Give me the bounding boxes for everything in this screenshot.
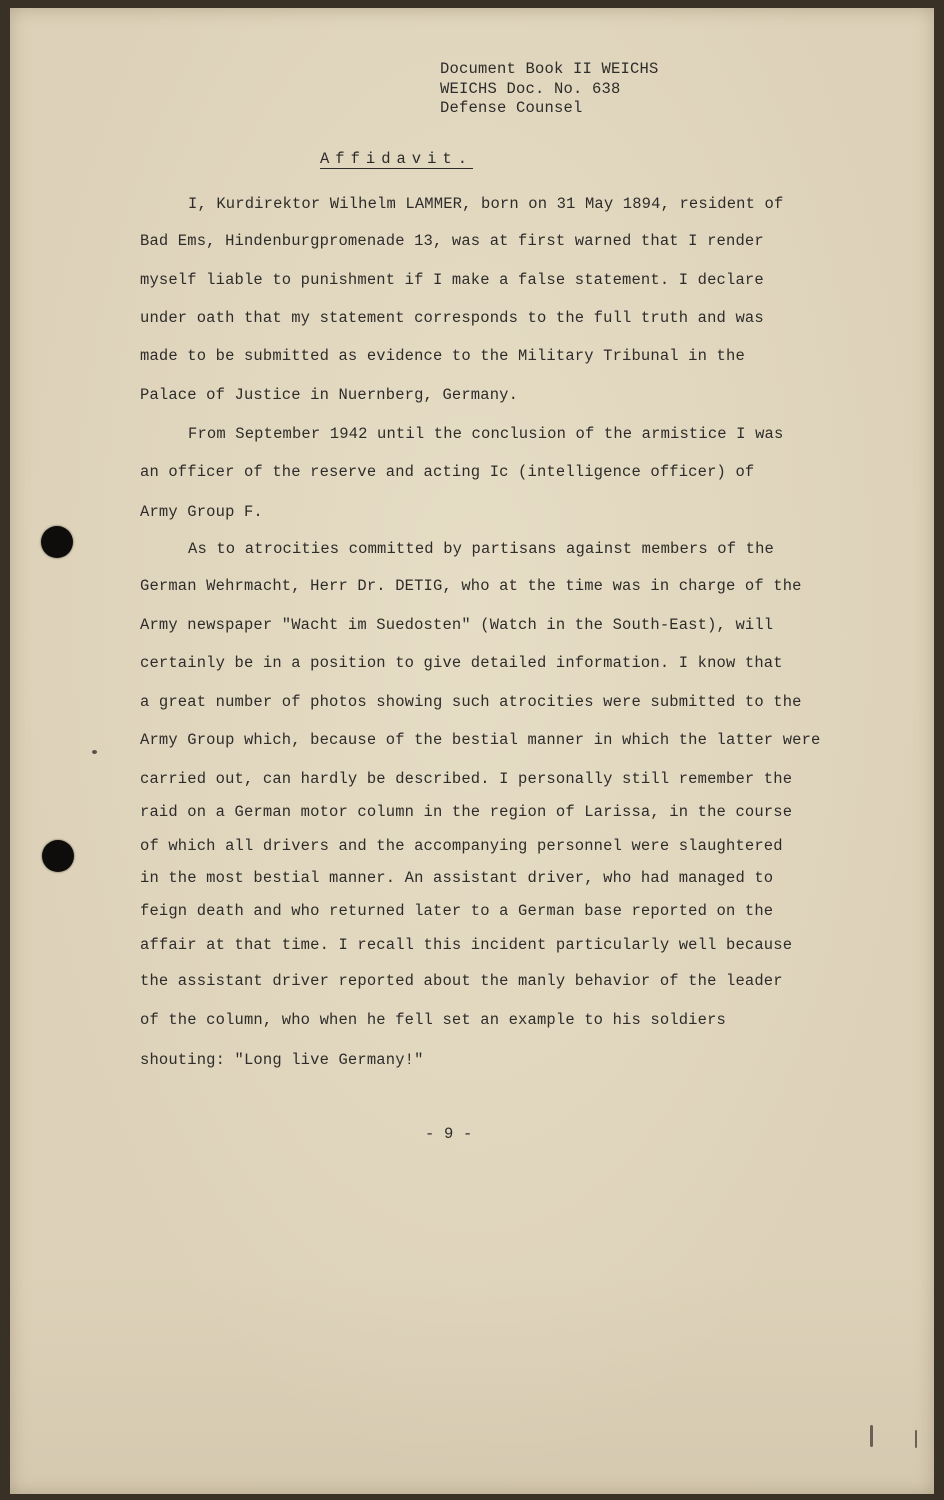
body-line: Army newspaper "Wacht im Suedosten" (Watch in the South-East), will [140, 616, 774, 634]
body-line: affair at that time. I recall this incident particularly well because [140, 936, 793, 954]
body-line: carried out, can hardly be described. I personally still remember the [140, 770, 793, 788]
paper-speck [92, 750, 97, 754]
body-line: in the most bestial manner. An assistant driver, who had managed to [140, 869, 774, 887]
page-number: - 9 - [425, 1125, 473, 1143]
body-line: an officer of the reserve and acting Ic (intelligence officer) of [140, 463, 755, 481]
header-defense-counsel: Defense Counsel [440, 99, 583, 117]
body-line: Army Group which, because of the bestial manner in which the latter were [140, 731, 821, 749]
body-line: of the column, who when he fell set an example to his soldiers [140, 1011, 726, 1029]
body-line: under oath that my statement corresponds to the full truth and was [140, 309, 764, 327]
body-line: I, Kurdirektor Wilhelm LAMMER, born on 31 May 1894, resident of [188, 195, 784, 213]
body-line: From September 1942 until the conclusion of the armistice I was [188, 425, 784, 443]
body-line: German Wehrmacht, Herr Dr. DETIG, who at the time was in charge of the [140, 577, 802, 595]
body-line: As to atrocities committed by partisans against members of the [188, 540, 774, 558]
body-line: shouting: "Long live Germany!" [140, 1051, 424, 1069]
body-line: made to be submitted as evidence to the Military Tribunal in the [140, 347, 745, 365]
header-document-book: Document Book II WEICHS [440, 60, 659, 78]
header-doc-number: WEICHS Doc. No. 638 [440, 79, 621, 98]
affidavit-title: Affidavit. [320, 150, 474, 168]
body-line: the assistant driver reported about the manly behavior of the leader [140, 972, 783, 990]
body-line: raid on a German motor column in the region of Larissa, in the course [140, 803, 793, 821]
body-line: Army Group F. [140, 503, 263, 521]
body-line: Bad Ems, Hindenburgpromenade 13, was at first warned that I render [140, 232, 764, 250]
body-line: Palace of Justice in Nuernberg, Germany. [140, 386, 519, 404]
body-line: feign death and who returned later to a German base reported on the [140, 902, 774, 920]
paper-mark [915, 1430, 917, 1448]
body-line: myself liable to punishment if I make a false statement. I declare [140, 271, 764, 289]
paper-mark [870, 1425, 873, 1447]
body-line: a great number of photos showing such atrocities were submitted to the [140, 693, 802, 711]
body-line: of which all drivers and the accompanying personnel were slaughtered [140, 837, 783, 855]
body-line: certainly be in a position to give detailed information. I know that [140, 654, 783, 672]
